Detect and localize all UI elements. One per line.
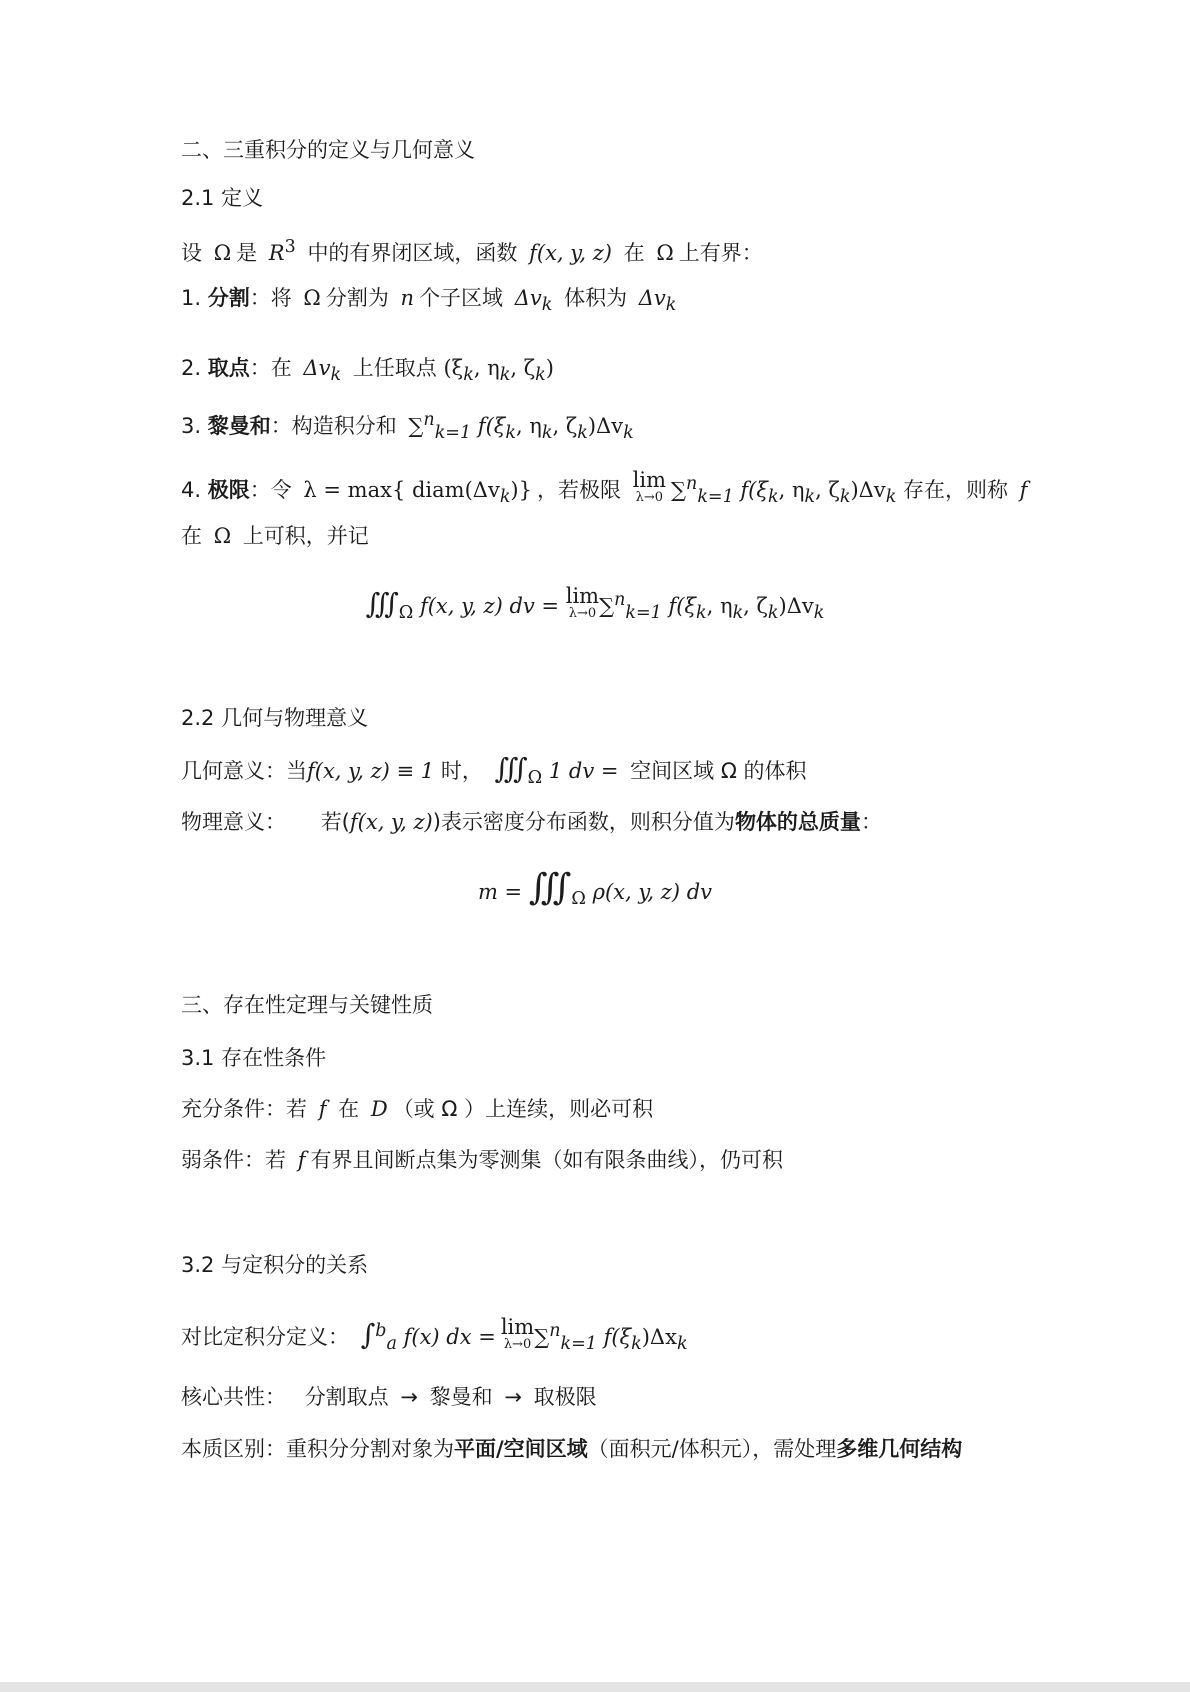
- limit-operator: lim λ→0: [565, 584, 600, 621]
- step-limit: 4. 极限：令 λ = max{ $diam(\Delta v_k)$} ，若极限 lim λ→0 ∑$^n_{k=1}$ $f(\xi_k$, $\eta_k$, $\zeta_k)\Delta v_k$ 存在，则称 f: [181, 468, 1028, 508]
- subsection-3-1-title: 3.1 存在性条件: [181, 1046, 327, 1070]
- triple-integral-definition-formula: $∭_\Omega$ f(x, y, z) dv = lim λ→0 ∑$^n_{k=1}$ $f(\xi_k$, $\eta_k$, $\zeta_k)\Delta v_k$: [365, 584, 825, 624]
- subsection-2-1-title: 2.1 定义: [181, 186, 264, 210]
- section-3-heading: 三、存在性定理与关键性质: [181, 993, 433, 1017]
- page-bottom-bar: [0, 1682, 1190, 1692]
- core-commonality: 核心共性： 分割取点 → 黎曼和 → 取极限: [181, 1382, 597, 1412]
- geometric-meaning: 几何意义：当f(x, y, z) ≡ 1 时， $∭_\Omega$ 1 dv = 空间区域 Ω 的体积: [181, 752, 807, 789]
- step-sample-point: 2. 取点：在 $\Delta v_k$ 上任取点 ($\xi_k$, $\eta_k$, $\zeta_k$): [181, 356, 554, 386]
- section-2-heading: 二、三重积分的定义与几何意义: [181, 138, 475, 162]
- definite-integral-comparison: 对比定积分定义： ∫$^b_a$ f(x) dx = lim λ→0 ∑$^n_{k=1}$ $f(\xi_k)\Delta x_k$: [181, 1315, 688, 1355]
- step-partition: 1. 分割：将 Ω 分割为 n 个子区域 $\Delta v_k$ 体积为 $\Delta v_k$: [181, 286, 677, 316]
- subsection-2-2-title: 2.2 几何与物理意义: [181, 706, 369, 730]
- arrow-right-icon: →: [504, 1385, 522, 1409]
- physical-meaning: 物理意义： 若(f(x, y, z))表示密度分布函数，则积分值为物体的总质量：: [181, 810, 882, 834]
- definition-intro: 设 Ω 是 $R^3$ 中的有界闭区域，函数 f(x, y, z) 在 Ω 上有界：: [181, 237, 763, 265]
- essential-difference: 本质区别：重积分分割对象为平面/空间区域（面积元/体积元），需处理多维几何结构: [181, 1437, 963, 1461]
- step-limit-continued: 在 Ω 上可积，并记: [181, 524, 369, 548]
- sufficient-condition: 充分条件：若 f 在 D （或 Ω ）上连续，则必可积: [181, 1097, 654, 1121]
- subsection-3-2-title: 3.2 与定积分的关系: [181, 1253, 369, 1277]
- weak-condition: 弱条件：若 f 有界且间断点集为零测集（如有限条曲线），仍可积: [181, 1148, 783, 1172]
- mass-formula: $m = ∭_\Omega$ ρ(x, y, z) dv: [477, 867, 713, 910]
- limit-operator: lim λ→0: [632, 468, 667, 505]
- limit-operator: lim λ→0: [500, 1315, 535, 1352]
- step-riemann-sum: 3. 黎曼和：构造积分和 ∑$^n_{k=1}$ $f(\xi_k$, $\eta_k$, $\zeta_k)\Delta v_k$: [181, 410, 634, 444]
- arrow-right-icon: →: [400, 1385, 418, 1409]
